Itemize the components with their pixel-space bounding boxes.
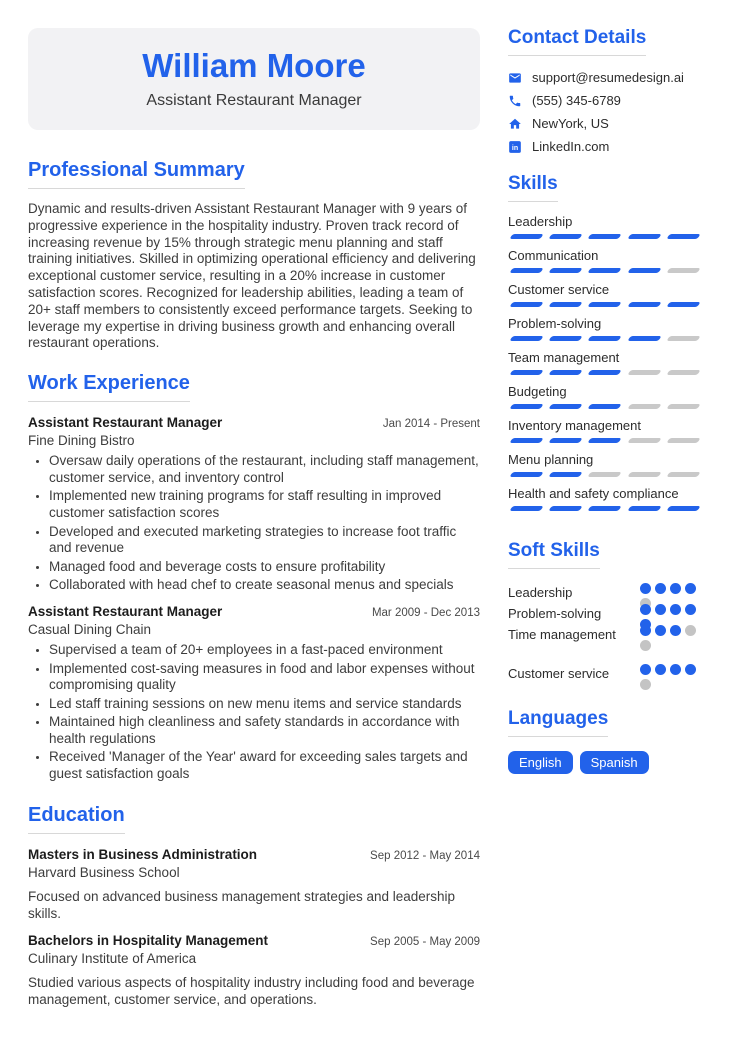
soft-skill-dot xyxy=(640,664,651,675)
job-list xyxy=(28,414,480,783)
school-name: Harvard Business School xyxy=(28,864,180,880)
person-name: William Moore xyxy=(142,47,366,85)
soft-skill-dot xyxy=(685,604,696,615)
summary-heading: Professional Summary xyxy=(28,160,480,189)
soft-skill-dot xyxy=(655,625,666,636)
soft-skill-item xyxy=(508,604,702,625)
job-entry xyxy=(28,414,480,594)
soft-skill-list xyxy=(508,583,702,685)
skill-bar-segment xyxy=(627,506,662,511)
skill-name: Team management xyxy=(508,350,620,365)
language-pill[interactable]: English xyxy=(508,751,573,774)
education-description: Studied various aspects of hospitality industry including food and beverage management, customer service, and operations. xyxy=(28,974,475,1007)
skill-bar-segment xyxy=(548,404,583,409)
skill-name: Problem-solving xyxy=(508,316,602,331)
skill-item xyxy=(508,452,702,477)
job-bullet: • Led staff training sessions on new menu items and service standards xyxy=(49,696,480,713)
soft-skill-name: Time management xyxy=(508,627,616,642)
soft-skill-dots xyxy=(640,664,702,678)
degree-title: Masters in Business Administration xyxy=(28,846,258,862)
skill-bar-segment xyxy=(509,370,544,375)
skill-bar-segment xyxy=(627,370,662,375)
linkedin-icon xyxy=(508,140,522,154)
soft-skills-section xyxy=(508,541,702,685)
contact-heading: Contact Details xyxy=(508,28,702,56)
skill-bar xyxy=(508,370,702,375)
degree-title: Bachelors in Hospitality Management xyxy=(28,932,269,948)
skill-item xyxy=(508,214,702,239)
skill-bar-segment xyxy=(666,234,701,239)
experience-section xyxy=(28,373,480,783)
skill-name: Customer service xyxy=(508,282,610,297)
skill-bar-segment xyxy=(548,336,583,341)
soft-skill-dot xyxy=(640,583,651,594)
skill-bar-segment xyxy=(548,438,583,443)
skill-bar-segment xyxy=(627,472,662,477)
soft-skill-dot xyxy=(670,583,681,594)
skill-bar-segment xyxy=(666,336,701,341)
home-icon xyxy=(508,117,522,131)
skill-bar-segment xyxy=(548,506,583,511)
job-entry xyxy=(28,603,480,783)
education-heading: Education xyxy=(28,805,480,834)
job-bullets xyxy=(28,642,480,783)
skill-bar-segment xyxy=(627,268,662,273)
contact-text: NewYork, US xyxy=(532,116,609,131)
contact-item-home[interactable] xyxy=(508,116,702,131)
summary-text: Dynamic and results-driven Assistant Restaurant Manager with 9 years of progressive experience in the hospitality industry. Proven track record of increasing revenue by 15% through strategic menu planning and staff training initiatives. Skilled in optimizing operational efficiency and delivering exceptional customer service, resulting in a 20% increase in customer satisfaction scores. Recognized for leadership abilities, leading a team of 20+ staff members to consistently exceed performance targets. Seeking to leverage my expertise in driving business growth and enhancing overall restaurant operations. xyxy=(28,201,476,351)
skill-bar-segment xyxy=(509,302,544,307)
job-bullets xyxy=(28,453,480,594)
contact-text: LinkedIn.com xyxy=(532,139,610,154)
skill-bar xyxy=(508,336,702,341)
job-bullet: • Managed food and beverage costs to ensure profitability xyxy=(49,559,480,576)
skill-name: Leadership xyxy=(508,214,573,229)
education-dates: Sep 2012 - May 2014 xyxy=(370,849,480,862)
skill-bar-segment xyxy=(548,234,583,239)
skill-bar-segment xyxy=(588,268,623,273)
skill-bar xyxy=(508,404,702,409)
side-column xyxy=(508,28,702,1018)
skill-bar-segment xyxy=(666,370,701,375)
person-title: Assistant Restaurant Manager xyxy=(146,91,362,109)
skill-bar-segment xyxy=(588,336,623,341)
soft-skill-dot xyxy=(640,679,651,690)
skills-section xyxy=(508,174,702,511)
skill-bar-segment xyxy=(627,234,662,239)
job-bullet: • Developed and executed marketing strategies to increase foot traffic and revenue xyxy=(49,524,480,557)
skill-bar-segment xyxy=(509,268,544,273)
skill-bar-segment xyxy=(666,268,701,273)
job-bullet: • Received 'Manager of the Year' award for exceeding sales targets and guest satisfaction goals xyxy=(49,749,480,782)
skill-item xyxy=(508,384,702,409)
header-card xyxy=(28,28,480,130)
summary-section xyxy=(28,160,480,352)
soft-skill-dot xyxy=(640,625,651,636)
job-bullet: • Oversaw daily operations of the restaurant, including staff management, customer service, and inventory control xyxy=(49,453,480,486)
soft-skill-dot xyxy=(655,664,666,675)
education-section xyxy=(28,805,480,1008)
skill-bar-segment xyxy=(627,336,662,341)
skill-bar-segment xyxy=(588,302,623,307)
soft-skill-dots xyxy=(640,625,702,639)
job-bullet: • Implemented new training programs for staff resulting in improved customer satisfaction scores xyxy=(49,488,480,521)
job-bullet: • Collaborated with head chef to create seasonal menus and specials xyxy=(49,577,480,594)
job-company: Fine Dining Bistro xyxy=(28,433,135,449)
soft-skill-name: Problem-solving xyxy=(508,606,602,621)
soft-skill-dot xyxy=(670,625,681,636)
skill-bar-segment xyxy=(548,302,583,307)
skill-list xyxy=(508,214,702,511)
skill-bar-segment xyxy=(627,438,662,443)
soft-skill-dot xyxy=(685,664,696,675)
contact-item-phone[interactable] xyxy=(508,93,702,108)
skill-name: Budgeting xyxy=(508,384,567,399)
mail-icon xyxy=(508,71,522,85)
soft-skill-dots xyxy=(640,604,702,618)
soft-skill-name: Customer service xyxy=(508,666,610,681)
skill-bar-segment xyxy=(509,506,544,511)
soft-skill-name: Leadership xyxy=(508,585,573,600)
skill-bar-segment xyxy=(627,404,662,409)
job-title: Assistant Restaurant Manager xyxy=(28,415,223,431)
main-column xyxy=(28,28,480,1018)
skill-name: Menu planning xyxy=(508,452,594,467)
soft-skill-dot xyxy=(670,664,681,675)
skill-bar-segment xyxy=(666,302,701,307)
skill-bar-segment xyxy=(666,472,701,477)
skill-item xyxy=(508,282,702,307)
skill-bar xyxy=(508,472,702,477)
education-dates: Sep 2005 - May 2009 xyxy=(370,935,480,948)
skill-bar-segment xyxy=(588,370,623,375)
soft-skill-dot xyxy=(640,640,651,651)
skill-bar-segment xyxy=(588,234,623,239)
skill-bar xyxy=(508,268,702,273)
job-title: Assistant Restaurant Manager xyxy=(28,603,223,619)
job-bullet: • Supervised a team of 20+ employees in a fast-paced environment xyxy=(49,642,480,659)
soft-skill-dot xyxy=(640,604,651,615)
skill-bar-segment xyxy=(666,404,701,409)
skill-name: Health and safety compliance xyxy=(508,486,679,501)
skill-bar-segment xyxy=(509,336,544,341)
job-company: Casual Dining Chain xyxy=(28,621,152,637)
contact-list xyxy=(508,70,702,154)
soft-skill-dot xyxy=(685,625,696,636)
education-entry-head xyxy=(28,846,480,863)
skill-bar-segment xyxy=(627,302,662,307)
skills-heading: Skills xyxy=(508,174,702,202)
skill-bar xyxy=(508,438,702,443)
job-dates: Jan 2014 - Present xyxy=(382,418,480,431)
contact-text: support@resumedesign.ai xyxy=(532,70,684,85)
skill-bar-segment xyxy=(509,438,544,443)
soft-skill-dots xyxy=(640,583,702,597)
education-entry-head xyxy=(28,932,480,949)
skill-item xyxy=(508,316,702,341)
svg-text:in: in xyxy=(511,144,519,152)
soft-skill-dot xyxy=(655,604,666,615)
languages-heading: Languages xyxy=(508,709,702,737)
language-pill-list xyxy=(508,751,702,774)
school-name: Culinary Institute of America xyxy=(28,950,197,966)
skill-bar-segment xyxy=(588,404,623,409)
skill-bar-segment xyxy=(666,506,701,511)
skill-bar-segment xyxy=(588,472,623,477)
language-pill[interactable]: Spanish xyxy=(580,751,649,774)
skill-bar-segment xyxy=(666,438,701,443)
soft-skill-item xyxy=(508,664,702,685)
skill-bar-segment xyxy=(509,234,544,239)
languages-section xyxy=(508,709,702,774)
job-bullet: • Maintained high cleanliness and safety standards in accordance with health regulations xyxy=(49,714,480,747)
education-entry xyxy=(28,846,480,922)
skill-bar-segment xyxy=(548,370,583,375)
skill-bar-segment xyxy=(509,404,544,409)
soft-skills-heading: Soft Skills xyxy=(508,541,702,569)
skill-bar xyxy=(508,234,702,239)
soft-skill-dot xyxy=(670,604,681,615)
skill-item xyxy=(508,350,702,375)
skill-bar-segment xyxy=(588,506,623,511)
skill-bar-segment xyxy=(548,472,583,477)
job-entry-head xyxy=(28,414,480,431)
phone-icon xyxy=(508,94,522,108)
contact-item-linkedin[interactable] xyxy=(508,139,702,154)
skill-name: Communication xyxy=(508,248,599,263)
education-list xyxy=(28,846,480,1008)
skill-bar xyxy=(508,302,702,307)
soft-skill-item xyxy=(508,583,702,604)
contact-item-mail[interactable] xyxy=(508,70,702,85)
skill-bar-segment xyxy=(509,472,544,477)
experience-heading: Work Experience xyxy=(28,373,480,402)
education-entry xyxy=(28,932,480,1008)
skill-bar xyxy=(508,506,702,511)
soft-skill-item xyxy=(508,625,702,646)
job-dates: Mar 2009 - Dec 2013 xyxy=(371,606,480,619)
contact-section xyxy=(508,28,702,154)
contact-text: (555) 345-6789 xyxy=(532,93,621,108)
education-description: Focused on advanced business management strategies and leadership skills. xyxy=(28,888,456,921)
skill-bar-segment xyxy=(588,438,623,443)
skill-item xyxy=(508,418,702,443)
skill-name: Inventory management xyxy=(508,418,641,433)
soft-skill-dot xyxy=(685,583,696,594)
skill-item xyxy=(508,486,702,511)
skill-bar-segment xyxy=(548,268,583,273)
job-entry-head xyxy=(28,603,480,620)
job-bullet: • Implemented cost-saving measures in food and labor expenses without compromising quality xyxy=(49,661,480,694)
skill-item xyxy=(508,248,702,273)
soft-skill-dot xyxy=(655,583,666,594)
